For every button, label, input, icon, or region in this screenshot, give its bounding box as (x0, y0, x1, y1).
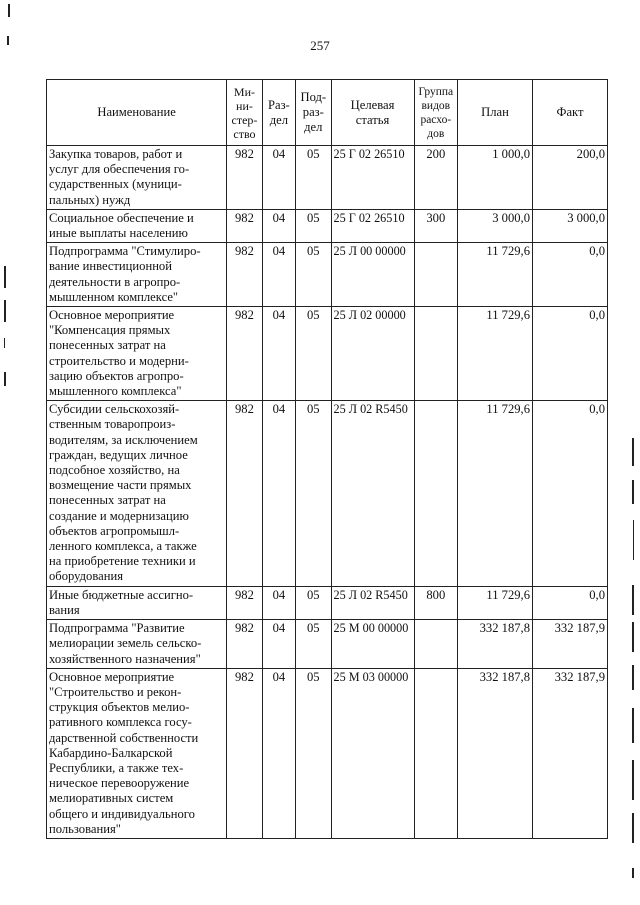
cell-name: Основное мероприятие "Компенсация прямых понесенных затрат на строительство и модерни- зацию объектов агропро- мышленного комплекса" (47, 307, 227, 401)
header-plan: План (458, 80, 533, 146)
cell-name: Иные бюджетные ассигно- вания (47, 586, 227, 619)
cell-fact: 0,0 (533, 243, 608, 307)
header-group-text: Группа видов расхо- дов (418, 85, 454, 140)
cell-section: 04 (262, 146, 295, 210)
cell-target: 25 Л 02 00000 (331, 307, 414, 401)
cell-ministry: 982 (227, 243, 262, 307)
cell-fact: 332 187,9 (533, 620, 608, 669)
margin-mark (632, 585, 634, 615)
header-group (414, 80, 458, 146)
cell-section: 04 (262, 668, 295, 838)
cell-subsection: 05 (296, 620, 331, 669)
table-row (47, 620, 608, 669)
cell-group (414, 243, 458, 307)
header-name: Наименование (47, 80, 227, 146)
cell-ministry: 982 (227, 401, 262, 586)
margin-mark (632, 813, 634, 843)
page-number: 257 (310, 38, 330, 53)
margin-mark (632, 622, 634, 652)
cell-ministry: 982 (227, 307, 262, 401)
cell-subsection: 05 (296, 243, 331, 307)
cell-subsection: 05 (296, 146, 331, 210)
cell-group (414, 401, 458, 586)
header-subsection (296, 80, 331, 146)
header-ministry-text: Ми- ни- стер- ство (231, 84, 258, 141)
cell-plan: 11 729,6 (458, 401, 533, 586)
margin-mark (633, 520, 634, 560)
cell-section: 04 (262, 620, 295, 669)
cell-plan: 332 187,8 (458, 620, 533, 669)
margin-mark (8, 4, 10, 17)
cell-ministry: 982 (227, 586, 262, 619)
cell-fact: 200,0 (533, 146, 608, 210)
cell-subsection: 05 (296, 668, 331, 838)
cell-group (414, 620, 458, 669)
cell-ministry: 982 (227, 146, 262, 210)
cell-subsection: 05 (296, 209, 331, 242)
margin-mark (632, 708, 634, 743)
margin-mark (632, 760, 634, 800)
cell-group (414, 668, 458, 838)
header-subsection-text: Под- раз- дел (300, 90, 327, 134)
table-row (47, 401, 608, 586)
cell-subsection: 05 (296, 401, 331, 586)
cell-ministry: 982 (227, 209, 262, 242)
cell-target: 25 Л 00 00000 (331, 243, 414, 307)
cell-plan: 3 000,0 (458, 209, 533, 242)
cell-plan: 11 729,6 (458, 307, 533, 401)
cell-name: Основное мероприятие "Строительство и рекон- струкция объектов мелио- ративного комплекса госу- дарственной собственности Кабардино-Балкарской Республики, а также тех- ническое перевооружение мелиоративных систем общего и индивидуального пользования" (47, 668, 227, 838)
header-ministry (227, 80, 262, 146)
cell-name: Социальное обеспечение и иные выплаты населению (47, 209, 227, 242)
cell-target: 25 М 00 00000 (331, 620, 414, 669)
cell-fact: 332 187,9 (533, 668, 608, 838)
margin-mark (632, 868, 634, 878)
cell-target: 25 М 03 00000 (331, 668, 414, 838)
budget-table (46, 79, 608, 839)
cell-section: 04 (262, 307, 295, 401)
table-row (47, 146, 608, 210)
cell-section: 04 (262, 586, 295, 619)
cell-group: 300 (414, 209, 458, 242)
cell-section: 04 (262, 401, 295, 586)
header-section (262, 80, 295, 146)
cell-target: 25 Л 02 R5450 (331, 586, 414, 619)
margin-mark (4, 372, 6, 386)
cell-plan: 11 729,6 (458, 586, 533, 619)
margin-mark (4, 300, 6, 322)
table-row (47, 243, 608, 307)
cell-target: 25 Л 02 R5450 (331, 401, 414, 586)
cell-group: 200 (414, 146, 458, 210)
cell-fact: 0,0 (533, 586, 608, 619)
cell-section: 04 (262, 243, 295, 307)
cell-subsection: 05 (296, 307, 331, 401)
margin-mark (632, 665, 634, 690)
table-body (47, 146, 608, 839)
margin-mark (4, 266, 6, 288)
cell-fact: 0,0 (533, 307, 608, 401)
margin-mark (632, 438, 634, 466)
cell-name: Подпрограмма "Развитие мелиорации земель сельско- хозяйственного назначения" (47, 620, 227, 669)
margin-mark (4, 338, 5, 348)
cell-fact: 0,0 (533, 401, 608, 586)
cell-name: Закупка товаров, работ и услуг для обеспечения го- сударственных (муници- пальных) нужд (47, 146, 227, 210)
table-row (47, 668, 608, 838)
cell-plan: 11 729,6 (458, 243, 533, 307)
table-row (47, 307, 608, 401)
cell-plan: 332 187,8 (458, 668, 533, 838)
margin-mark (632, 480, 634, 504)
cell-ministry: 982 (227, 668, 262, 838)
header-target (331, 80, 414, 146)
cell-ministry: 982 (227, 620, 262, 669)
cell-section: 04 (262, 209, 295, 242)
table-row (47, 209, 608, 242)
header-fact: Факт (533, 80, 608, 146)
cell-name: Подпрограмма "Стимулиро- вание инвестиционной деятельности в агропро- мышленном комплексе" (47, 243, 227, 307)
cell-name: Субсидии сельскохозяй- ственным товаропроиз- водителям, за исключением граждан, ведущих личное подсобное хозяйство, на возмещение части прямых понесенных затрат на создание и модернизацию объектов агропромышл- ленного комплекса, а также на приобретение техники и оборудования (47, 401, 227, 586)
cell-plan: 1 000,0 (458, 146, 533, 210)
cell-subsection: 05 (296, 586, 331, 619)
header-section-text: Раз- дел (267, 97, 290, 127)
header-target-text: Целевая статья (350, 97, 395, 127)
header-row (47, 80, 608, 146)
cell-fact: 3 000,0 (533, 209, 608, 242)
table-row (47, 586, 608, 619)
cell-group (414, 307, 458, 401)
cell-target: 25 Г 02 26510 (331, 209, 414, 242)
margin-mark (7, 36, 9, 45)
cell-target: 25 Г 02 26510 (331, 146, 414, 210)
cell-group: 800 (414, 586, 458, 619)
